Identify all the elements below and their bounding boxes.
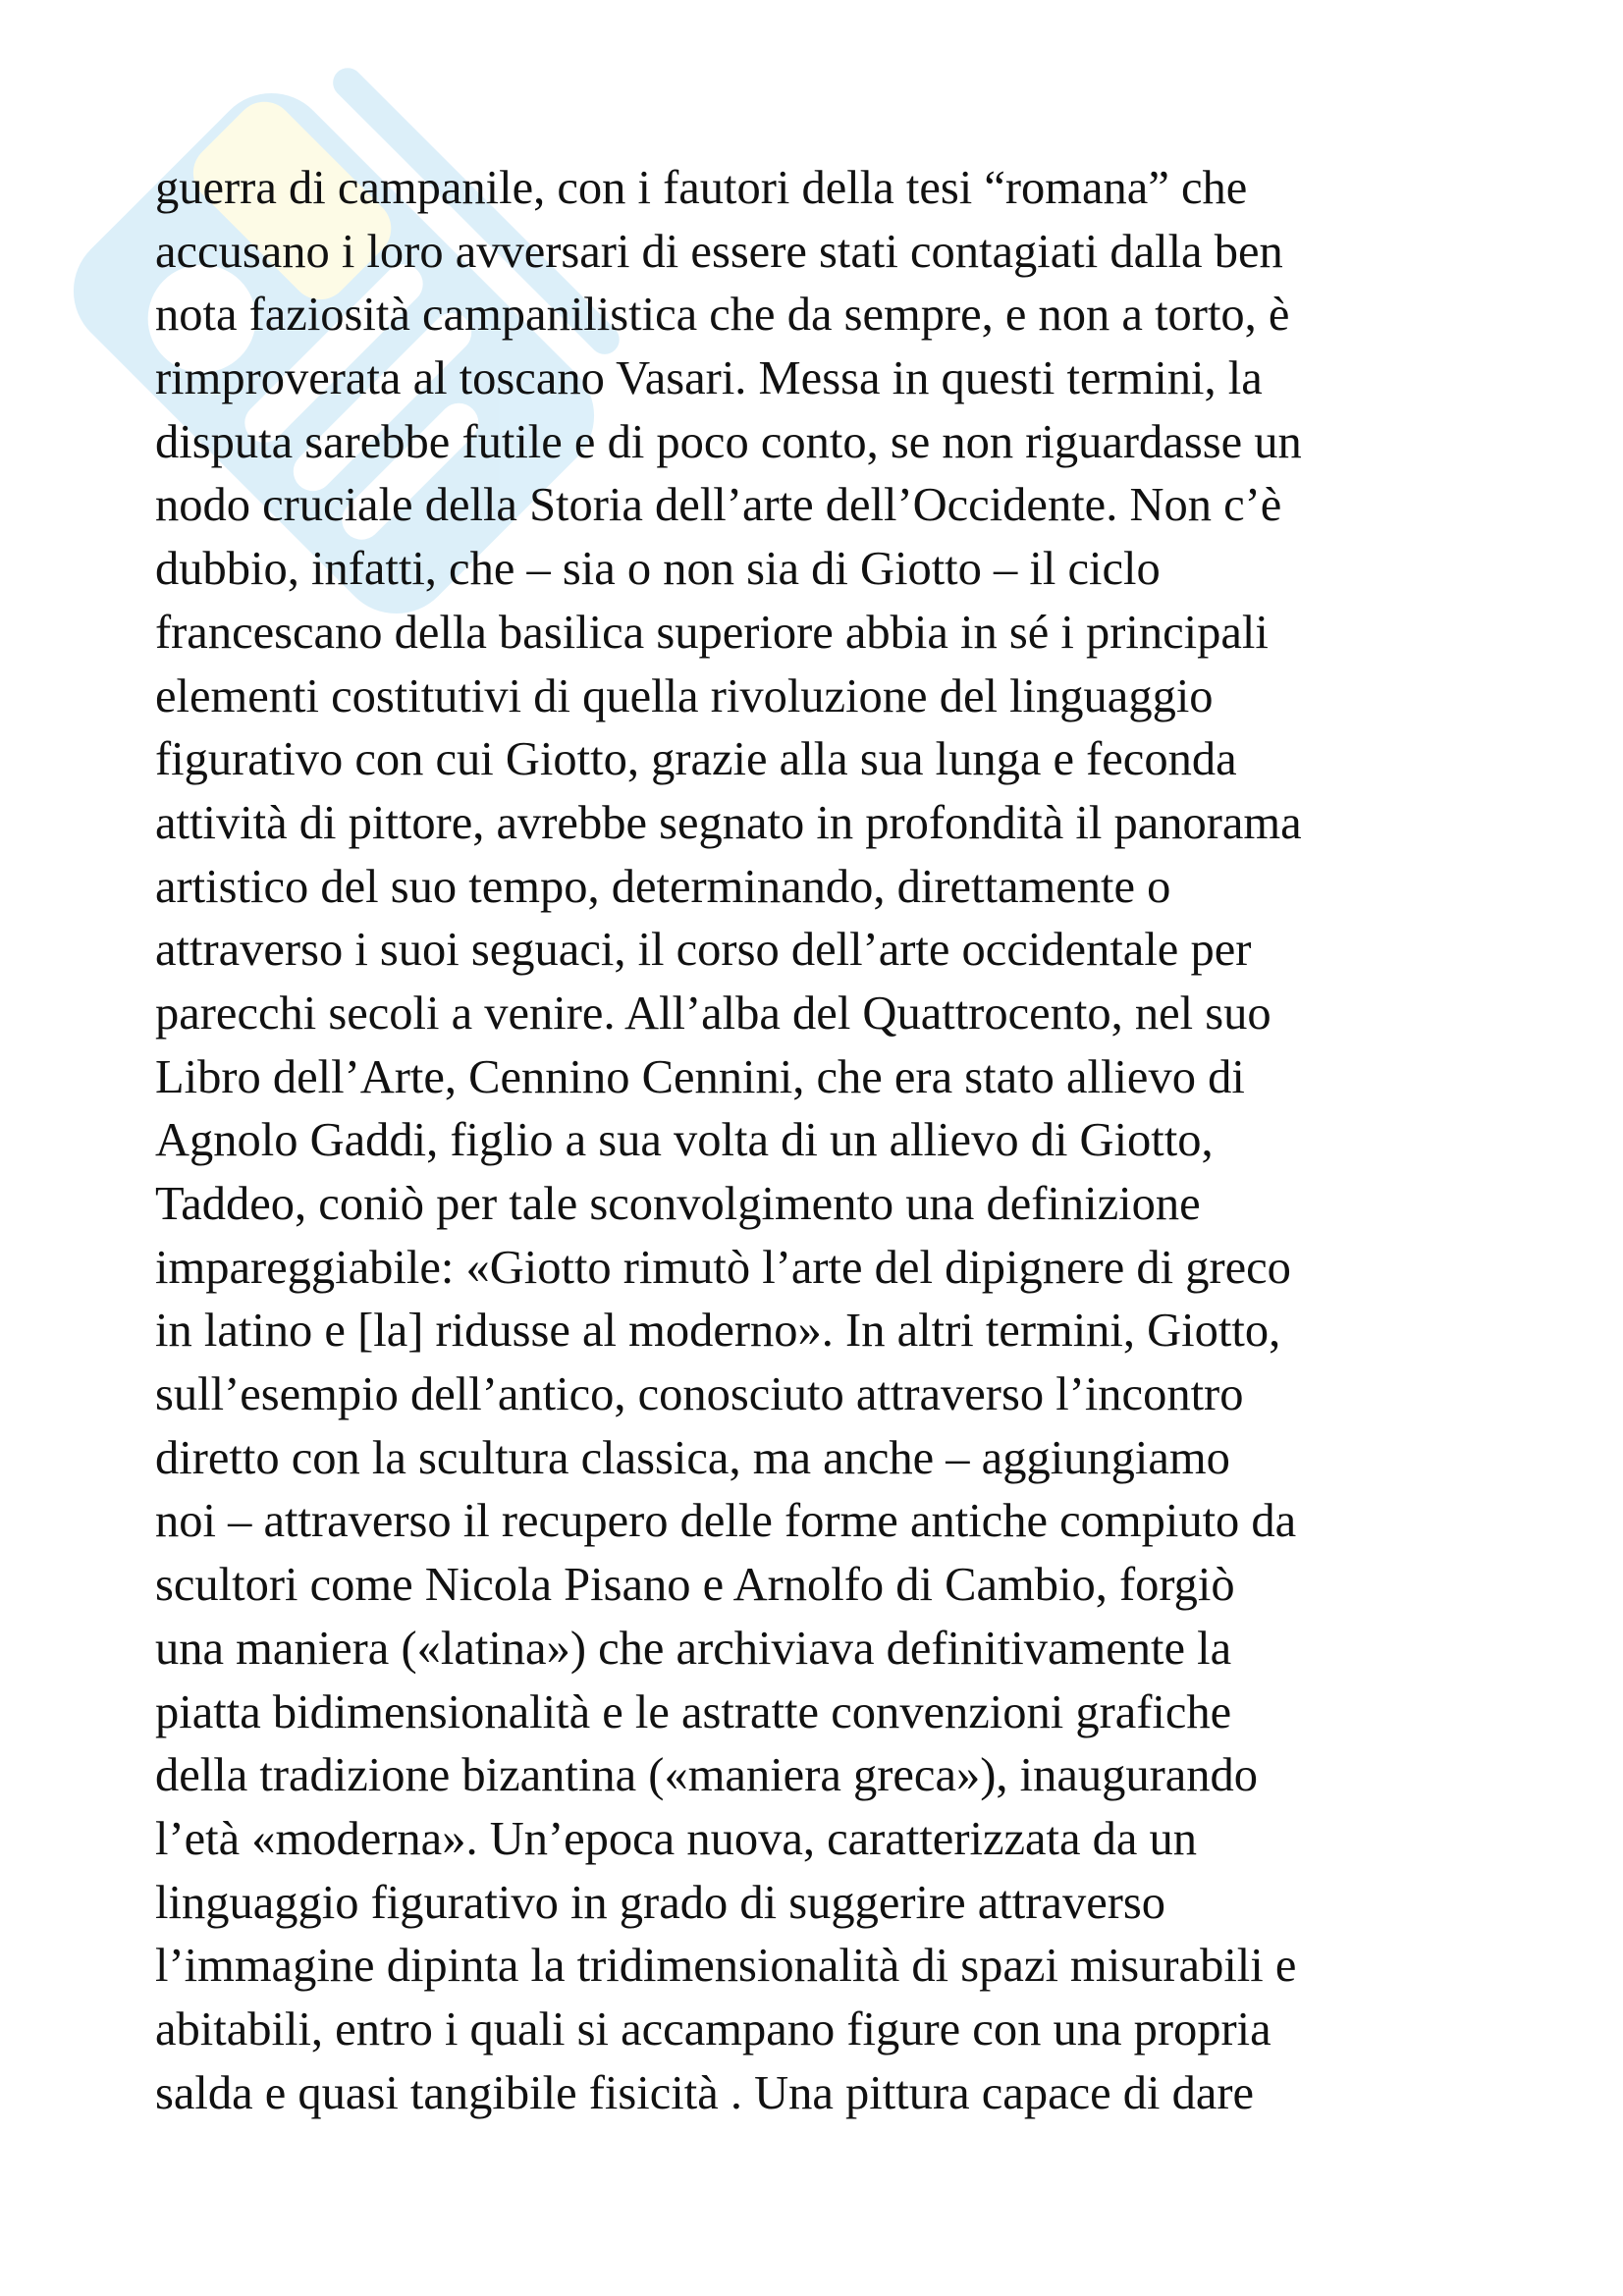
text-line: piatta bidimensionalità e le astratte convenzioni grafiche: [155, 1685, 1232, 1738]
text-line: dubbio, infatti, che – sia o non sia di Giotto – il ciclo: [155, 543, 1161, 596]
text-line: impareggiabile: «Giotto rimutò l’arte del dipignere di greco: [155, 1241, 1291, 1294]
text-line: l’età «moderna». Un’epoca nuova, caratterizzata da un: [155, 1812, 1198, 1865]
text-line: attività di pittore, avrebbe segnato in profondità il panorama: [155, 796, 1302, 849]
text-line: artistico del suo tempo, determinando, direttamente o: [155, 860, 1171, 913]
text-line: scultori come Nicola Pisano e Arnolfo di Cambio, forgiò: [155, 1559, 1235, 1612]
text-line: rimproverata al toscano Vasari. Messa in questi termini, la: [155, 352, 1263, 405]
text-line: salda e quasi tangibile fisicità . Una pittura capace di dare: [155, 2066, 1255, 2119]
text-line: accusano i loro avversari di essere stati contagiati dalla ben: [155, 225, 1283, 278]
text-line: della tradizione bizantina («maniera greca»), inaugurando: [155, 1749, 1259, 1802]
document-body: [155, 157, 1530, 2125]
text-line: elementi costitutivi di quella rivoluzione del linguaggio: [155, 669, 1214, 722]
text-line: Taddeo, coniò per tale sconvolgimento una definizione: [155, 1178, 1201, 1230]
text-line: linguaggio figurativo in grado di suggerire attraverso: [155, 1876, 1165, 1929]
text-line: francescano della basilica superiore abbia in sé i principali: [155, 606, 1269, 659]
text-line: figurativo con cui Giotto, grazie alla sua lunga e feconda: [155, 733, 1237, 786]
text-line: guerra di campanile, con i fautori della tesi “romana” che: [155, 162, 1248, 214]
text-line: l’immagine dipinta la tridimensionalità di spazi misurabili e: [155, 1940, 1297, 1993]
text-line: in latino e [la] ridusse al moderno». In altri termini, Giotto,: [155, 1305, 1281, 1358]
text-line: Libro dell’Arte, Cennino Cennini, che era stato allievo di: [155, 1050, 1245, 1103]
text-line: abitabili, entro i quali si accampano figure con una propria: [155, 2002, 1271, 2056]
text-line: Agnolo Gaddi, figlio a sua volta di un allievo di Giotto,: [155, 1114, 1214, 1167]
text-line: sull’esempio dell’antico, conosciuto attraverso l’incontro: [155, 1368, 1244, 1421]
text-line: nodo cruciale della Storia dell’arte dell’Occidente. Non c’è: [155, 479, 1282, 532]
text-line: nota faziosità campanilistica che da sempre, e non a torto, è: [155, 289, 1290, 342]
text-line: parecchi secoli a venire. All’alba del Quattrocento, nel suo: [155, 987, 1271, 1040]
text-line: noi – attraverso il recupero delle forme antiche compiuto da: [155, 1495, 1297, 1548]
text-line: una maniera («latina») che archiviava definitivamente la: [155, 1622, 1232, 1675]
text-line: diretto con la scultura classica, ma anche – aggiungiamo: [155, 1431, 1230, 1484]
text-line: disputa sarebbe futile e di poco conto, se non riguardasse un: [155, 415, 1302, 468]
text-line: attraverso i suoi seguaci, il corso dell’arte occidentale per: [155, 924, 1252, 977]
